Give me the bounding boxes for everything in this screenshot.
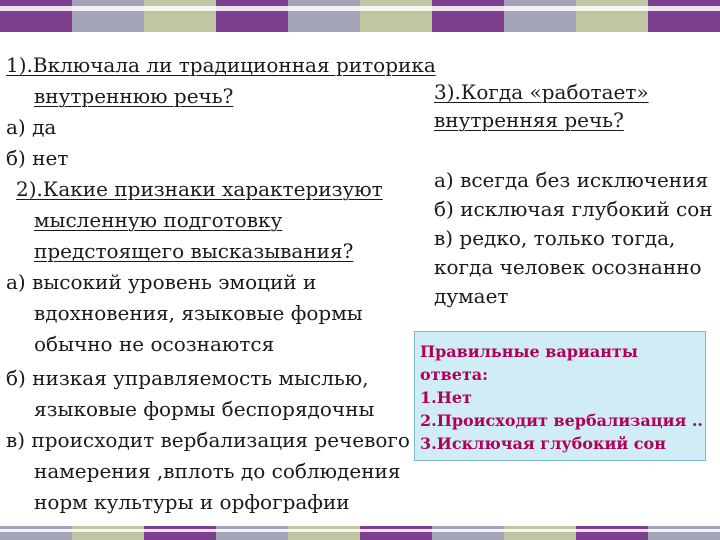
stripe-segment: [216, 0, 288, 32]
answer-option: когда человек осознанно: [434, 255, 702, 279]
question-3-options: [434, 166, 714, 311]
question-2-text: мысленную подготовку: [34, 208, 283, 232]
stripe-segment: [0, 0, 72, 32]
bottom-decorative-stripe: [0, 526, 720, 540]
stripe-segment: [288, 0, 360, 32]
stripe-segment: [0, 526, 72, 540]
question-3: [434, 78, 714, 134]
answer-option: а) всегда без исключения: [434, 168, 709, 192]
answer-option: норм культуры и орфографии: [34, 490, 350, 514]
stripe-segment: [576, 0, 648, 32]
answer-option: обычно не осознаются: [34, 332, 275, 356]
stripe-segment: [432, 0, 504, 32]
stripe-segment: [360, 0, 432, 32]
stripe-segment: [648, 0, 720, 32]
answer-option: в) редко, только тогда,: [434, 226, 676, 250]
stripe-segment: [144, 0, 216, 32]
stripe-segment: [576, 526, 648, 540]
question-1: [6, 50, 436, 174]
question-2: [6, 174, 416, 518]
stripe-segment: [504, 0, 576, 32]
question-1-text: внутреннюю речь?: [34, 84, 234, 108]
answer-option: б) нет: [6, 146, 69, 170]
stripe-segment: [432, 526, 504, 540]
answer-option: вдохновения, языковые формы: [34, 301, 363, 325]
correct-answers-box: [414, 331, 706, 461]
left-column: [6, 50, 436, 518]
stripe-segment: [144, 526, 216, 540]
stripe-segment: [72, 526, 144, 540]
stripe-segment: [504, 526, 576, 540]
answer-option: а) да: [6, 115, 57, 139]
stripe-segment: [360, 526, 432, 540]
answer-option: а) высокий уровень эмоций и: [6, 270, 317, 294]
correct-answer-item: 1.Нет: [420, 388, 472, 407]
question-2-text: предстоящего высказывания?: [34, 239, 354, 263]
correct-answers-title: Правильные варианты: [420, 342, 638, 361]
stripe-segment: [648, 526, 720, 540]
correct-answer-item: 2.Происходит вербализация ..: [420, 411, 703, 430]
answer-option: в) происходит вербализация речевого: [6, 428, 410, 452]
answer-option: б) исключая глубокий сон: [434, 197, 713, 221]
question-1-text: 1).Включала ли традиционная риторика: [6, 53, 436, 77]
question-2-text: 2).Какие признаки характеризуют: [16, 177, 383, 201]
answer-option: б) низкая управляемость мыслью,: [6, 366, 369, 390]
correct-answer-item: 3.Исключая глубокий сон: [420, 434, 666, 453]
question-3-text: внутренняя речь?: [434, 108, 624, 132]
top-decorative-stripe: [0, 0, 720, 32]
answer-option: намерения ,вплоть до соблюдения: [34, 459, 401, 483]
question-3-text: 3).Когда «работает»: [434, 80, 649, 104]
stripe-segment: [216, 526, 288, 540]
answer-option: языковые формы беспорядочны: [34, 397, 375, 421]
stripe-segment: [72, 0, 144, 32]
correct-answers-title: ответа:: [420, 365, 489, 384]
stripe-segment: [288, 526, 360, 540]
answer-option: думает: [434, 284, 509, 308]
